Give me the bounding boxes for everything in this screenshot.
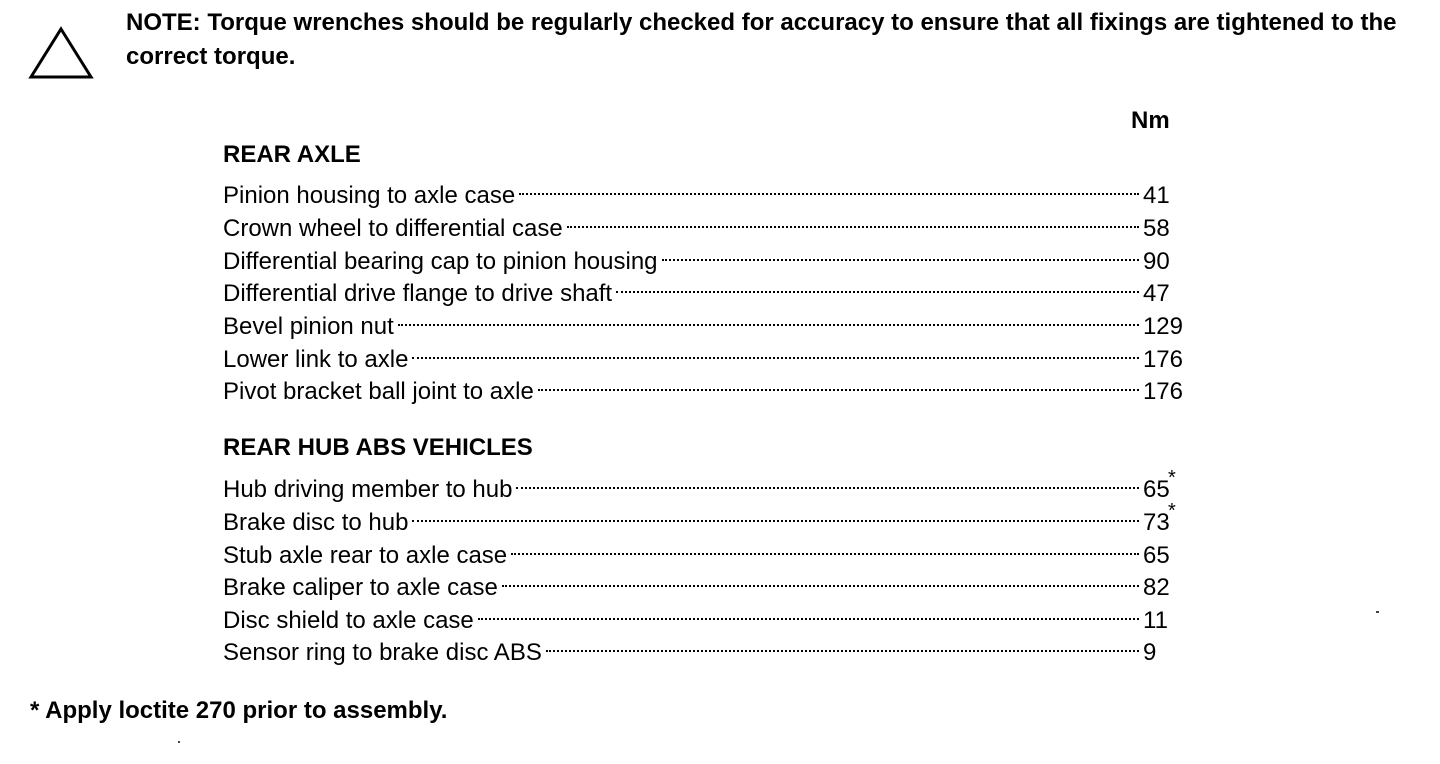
dot-leader [515, 170, 1143, 203]
table-row [223, 334, 1183, 373]
row-value: 73 [1143, 509, 1170, 536]
row-label: Stub axle rear to axle case [223, 542, 508, 569]
scan-speck [1376, 611, 1379, 613]
row-label: Disc shield to axle case [223, 607, 474, 634]
table-row [223, 236, 1183, 275]
footnote-loctite: * Apply loctite 270 prior to assembly. [30, 697, 448, 724]
table-row [223, 170, 1183, 209]
row-value: 65 [1143, 476, 1170, 503]
dot-leader [498, 562, 1143, 595]
table-row [223, 301, 1183, 340]
row-label: Differential drive flange to drive shaft [223, 280, 613, 307]
row-label: Bevel pinion nut [223, 313, 394, 340]
table-row [223, 497, 1183, 536]
row-label: Pinion housing to axle case [223, 182, 516, 209]
row-value: 65 [1143, 542, 1170, 569]
unit-header-nm: Nm [1131, 107, 1170, 134]
dot-leader [408, 334, 1143, 367]
table-row [223, 530, 1183, 569]
table-row [223, 203, 1183, 242]
table-row [223, 464, 1183, 503]
row-label: Lower link to axle [223, 346, 409, 373]
row-value: 41 [1143, 182, 1170, 209]
row-value: 176 [1142, 346, 1183, 373]
dot-leader [542, 627, 1143, 660]
dot-leader [658, 236, 1143, 269]
table-row [223, 627, 1183, 666]
row-value: 9 [1143, 639, 1157, 666]
dot-leader [612, 268, 1143, 301]
dot-leader [507, 530, 1143, 563]
dot-leader [408, 497, 1143, 530]
row-label: Brake disc to hub [223, 509, 409, 536]
row-label: Sensor ring to brake disc ABS [223, 639, 542, 666]
warning-triangle-icon [28, 26, 94, 80]
row-label: Crown wheel to differential case [223, 215, 563, 242]
row-label: Hub driving member to hub [223, 476, 513, 503]
dot-leader [534, 366, 1143, 399]
row-label: Brake caliper to axle case [223, 574, 498, 601]
section-title-rear-hub-abs: REAR HUB ABS VEHICLES [223, 434, 533, 461]
row-value: 58 [1143, 215, 1170, 242]
row-value: 176 [1142, 378, 1183, 405]
row-value: 90 [1143, 248, 1170, 275]
row-value: 47 [1143, 280, 1170, 307]
table-row [223, 562, 1183, 601]
section-title-rear-axle: REAR AXLE [223, 141, 361, 168]
row-label: Differential bearing cap to pinion housing [223, 248, 658, 275]
table-row [223, 366, 1183, 405]
dot-leader [563, 203, 1143, 236]
row-value: 129 [1142, 313, 1183, 340]
row-mark: * [1168, 500, 1176, 522]
dot-leader [512, 464, 1143, 497]
table-row [223, 595, 1183, 634]
table-row [223, 268, 1183, 307]
dot-leader [474, 595, 1143, 628]
dot-leader [394, 301, 1143, 334]
row-mark: * [1168, 467, 1176, 489]
row-value: 82 [1143, 574, 1170, 601]
torque-note: NOTE: Torque wrenches should be regularly checked for accuracy to ensure that all fixings are tightened to the correct torque. [126, 9, 1397, 70]
scan-speck [178, 741, 180, 743]
row-label: Pivot bracket ball joint to axle [223, 378, 534, 405]
row-value: 11 [1143, 607, 1168, 634]
